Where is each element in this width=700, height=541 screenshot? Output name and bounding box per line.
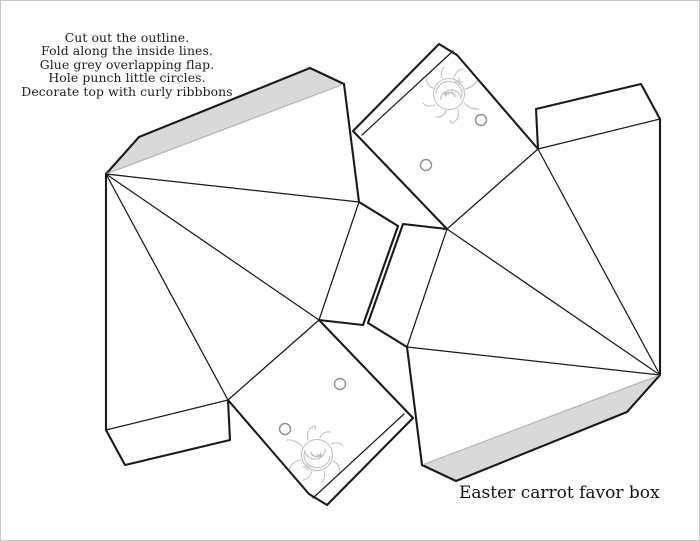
page-title: Easter carrot favor box <box>459 483 660 503</box>
lid-outline <box>353 44 538 229</box>
side-tab-outline <box>368 224 447 347</box>
instruction-line: Glue grey overlapping flap. <box>39 56 215 72</box>
hole-punch-circle <box>476 115 487 126</box>
instruction-line: Hole punch little circles. <box>48 70 206 86</box>
instruction-line: Cut out the outline. <box>64 30 190 45</box>
side-tab-outline <box>319 202 398 325</box>
lid-tuck-fold-line <box>313 414 404 498</box>
glue-flap-fold-line <box>422 375 660 465</box>
right-carrot-template <box>353 44 660 481</box>
hole-punch-circle <box>421 160 432 171</box>
end-tab-outline <box>106 400 230 465</box>
left-carrot-template <box>106 68 413 505</box>
hole-punch-circle <box>335 379 346 390</box>
glue-flap <box>422 375 660 481</box>
cone-fold-lines <box>407 119 660 375</box>
instruction-line: Decorate top with curly ribbbons <box>21 83 233 99</box>
instruction-line: Fold along the inside lines. <box>41 43 213 59</box>
end-tab-outline <box>536 84 660 149</box>
glue-flap <box>106 68 344 174</box>
glue-flap-fold-line <box>106 84 344 174</box>
curly-ribbon-decoration <box>423 67 479 123</box>
hole-punch-circle <box>280 424 291 435</box>
cone-fold-lines <box>106 174 359 430</box>
curly-ribbon-decoration <box>287 426 343 482</box>
lid-outline <box>228 320 413 505</box>
lid-tuck-fold-line <box>362 51 453 135</box>
